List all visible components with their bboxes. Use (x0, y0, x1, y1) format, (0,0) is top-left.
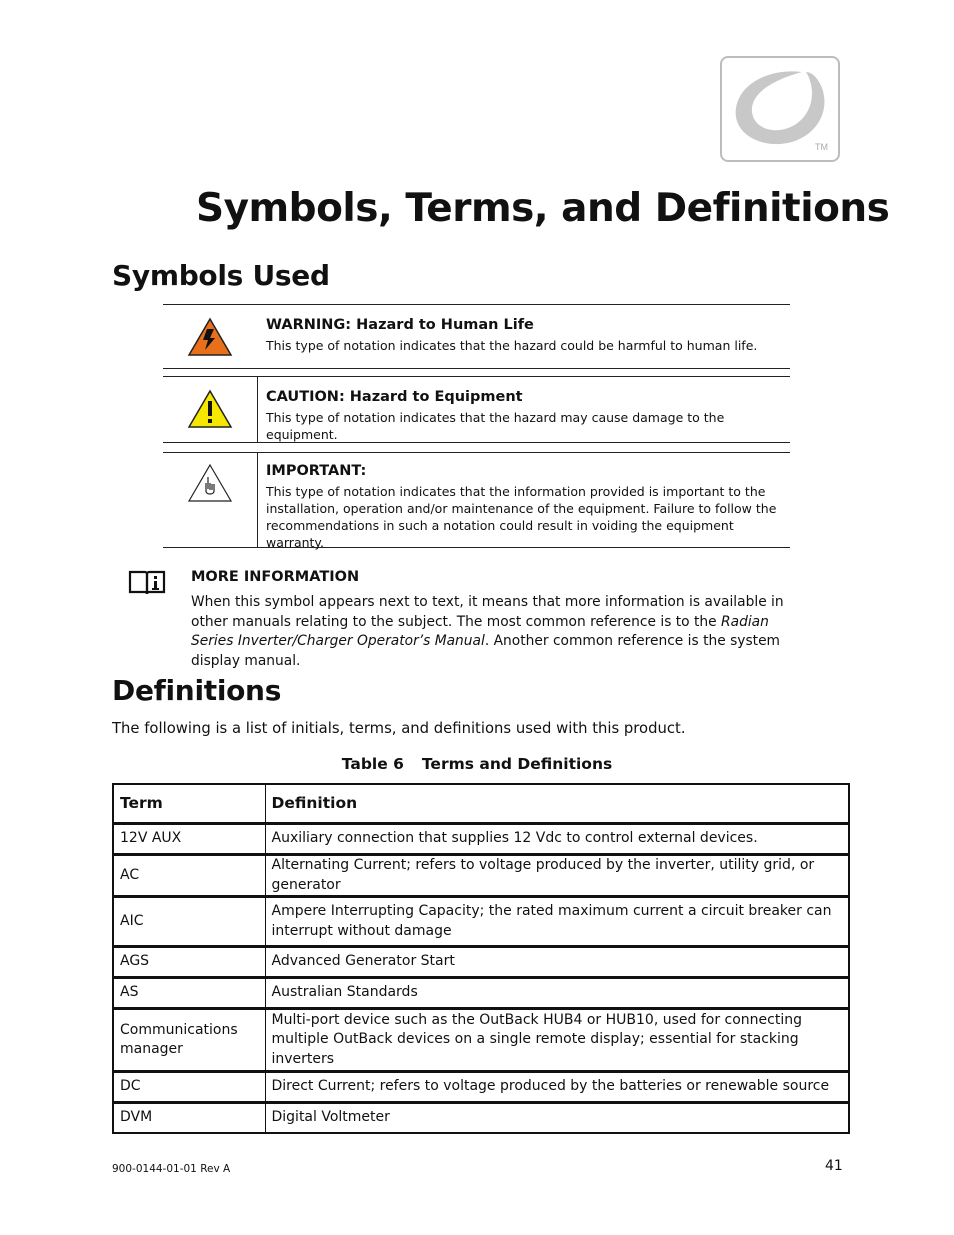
electric-hazard-icon (187, 317, 233, 357)
definition-cell: Alternating Current; refers to voltage produced by the inverter, utility grid, or generator (265, 855, 849, 897)
column-header-definition: Definition (265, 784, 849, 824)
table-number: Table 6 (341, 755, 404, 773)
important-notice (163, 452, 790, 548)
page-title: Symbols, Terms, and Definitions (196, 186, 890, 231)
term-cell: AS (113, 978, 265, 1009)
warning-body: This type of notation indicates that the hazard could be harmful to human life. (266, 338, 758, 353)
warning-heading: WARNING: Hazard to Human Life (266, 317, 534, 333)
important-body: This type of notation indicates that the information provided is important to the installation, operation and/or maintenance of the equipment. Failure to follow the recommendations in such a notation could result in voiding the equipment warranty. (266, 484, 777, 550)
term-cell: 12V AUX (113, 824, 265, 855)
caution-body: This type of notation indicates that the hazard may cause damage to the equipment. (266, 410, 725, 442)
warning-notice (163, 304, 790, 369)
term-cell: AGS (113, 947, 265, 978)
term-cell: AC (113, 855, 265, 897)
more-info-heading: MORE INFORMATION (191, 569, 360, 585)
table-title: Terms and Definitions (421, 755, 613, 773)
symbols-heading: Symbols Used (112, 259, 330, 292)
table-row (113, 1103, 849, 1134)
table-row (113, 897, 849, 947)
brand-logo (720, 56, 840, 162)
table-row (113, 1009, 849, 1072)
book-info-icon (128, 569, 166, 597)
definition-cell: Direct Current; refers to voltage produced by the batteries or renewable source (265, 1072, 849, 1103)
table-row (113, 855, 849, 897)
column-header-term: Term (113, 784, 265, 824)
manual-title: Radian Series Inverter/Charger Operator’s Manual (191, 613, 769, 649)
page-number: 41 (825, 1158, 843, 1174)
definitions-heading: Definitions (112, 674, 282, 707)
important-hand-icon (187, 463, 233, 503)
document-id: 900-0144-01-01 Rev A (112, 1163, 231, 1175)
table-row (113, 978, 849, 1009)
terms-table (112, 783, 850, 1134)
definition-cell: Ampere Interrupting Capacity; the rated maximum current a circuit breaker can interrupt without damage (265, 897, 849, 947)
trademark-mark: TM (815, 142, 828, 152)
table-row (113, 824, 849, 855)
definition-cell: Multi-port device such as the OutBack HUB4 or HUB10, used for connecting multiple OutBack devices on a single remote display; essential for stacking inverters (265, 1009, 849, 1072)
definitions-intro: The following is a list of initials, terms, and definitions used with this product. (112, 720, 686, 737)
table-row (113, 1072, 849, 1103)
important-heading: IMPORTANT: (266, 463, 367, 479)
more-info-text: When this symbol appears next to text, it means that more information is available in other manuals relating to the subject. The most common reference is to the (191, 594, 784, 630)
caution-exclamation-icon (187, 389, 233, 429)
term-cell: Communications manager (113, 1009, 265, 1072)
definition-cell: Auxiliary connection that supplies 12 Vdc to control external devices. (265, 824, 849, 855)
term-cell: DC (113, 1072, 265, 1103)
term-cell: DVM (113, 1103, 265, 1134)
definition-cell: Advanced Generator Start (265, 947, 849, 978)
caution-heading: CAUTION: Hazard to Equipment (266, 389, 523, 405)
term-cell: AIC (113, 897, 265, 947)
table-header-row (113, 784, 849, 824)
definition-cell: Digital Voltmeter (265, 1103, 849, 1134)
caution-notice (163, 376, 790, 443)
more-info-body (191, 593, 811, 671)
definition-cell: Australian Standards (265, 978, 849, 1009)
table-row (113, 947, 849, 978)
table-caption (0, 755, 954, 773)
more-info-text-end: . Another common reference is the system display manual. (191, 633, 780, 669)
